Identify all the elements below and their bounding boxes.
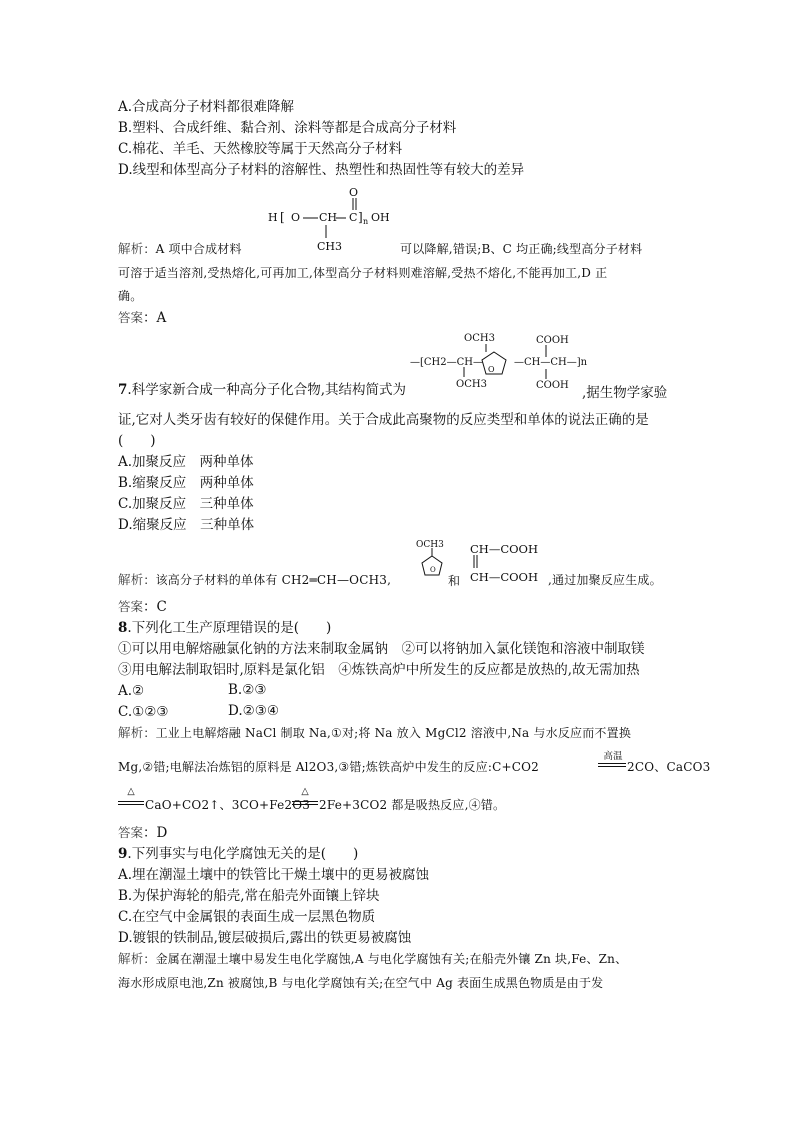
q6-option-c: C.棉花、羊毛、天然橡胶等属于天然高分子材料 [118,141,403,157]
q8-equals-line3b [292,804,318,805]
q8-stem: 8.下列化工生产原理错误的是( ) [118,620,332,636]
explanation-label: 解析 [118,241,144,256]
q9-explanation-line1: 解析：金属在潮湿土壤中易发生电化学腐蚀,A 与电化学腐蚀有关;在船壳外镶 Zn 块,Fe、Zn、 [118,951,628,966]
struct-methyl-bond [316,224,336,240]
q8-statement-line1: ①可以用电解熔融氯化钠的方法来制取金属钠 ②可以将钠加入氯化镁饱和溶液中制取镁 [118,641,645,657]
struct-ch: CH [319,211,338,224]
q8-condition-heat-2: △ [301,786,309,797]
q7-stem-line1-tail: ,据生物学家验 [582,385,668,401]
q7-monomer3-double-bond [470,554,482,570]
q8-equals-line2a [118,801,144,802]
q7-ring-o: O [488,365,495,374]
q8-option-b: B.②③ [228,682,267,698]
q6-explanation-line2: 可溶于适当溶剂,受热熔化,可再加工,体型高分子材料则难溶解,受热不熔化,不能再加工,D 正 [118,266,608,280]
q8-explanation-line1: 解析：工业上电解熔融 NaCl 制取 Na,①对;将 Na 放入 MgCl2 溶液中,Na 与水反应而不置换 [118,725,632,740]
q7-option-b: B.缩聚反应 两种单体 [118,475,254,491]
q7-answer: 答案：C [118,599,167,615]
struct-c: C [349,211,358,224]
q6-option-b: B.塑料、合成纤维、黏合剂、涂料等都是合成高分子材料 [118,120,457,136]
q7-struct-chain-left: —[CH2—CH— [410,357,484,368]
q9-option-a: A.埋在潮湿土壤中的铁管比干燥土壤中的更易被腐蚀 [118,867,430,883]
q7-explanation-and: 和 [448,574,461,588]
q8-option-c: C.①②③ [118,704,169,720]
explanation-label: 解析 [118,572,144,587]
explanation-label: 解析 [118,951,144,966]
q9-stem: 9.下列事实与电化学腐蚀无关的是( ) [118,846,359,862]
q7-monomer2-ring [418,548,448,582]
struct-oh: OH [371,211,390,224]
q9-explanation-line2: 海水形成原电池,Zn 被腐蚀,B 与电化学腐蚀有关;在空气中 Ag 表面生成黑色物质是由于发 [118,976,604,990]
q6-option-d: D.线型和体型高分子材料的溶解性、热塑性和热固性等有较大的差异 [118,162,525,178]
q8-condition-heat-1: △ [127,786,135,797]
q8-answer: 答案：D [118,825,168,841]
q7-stem-line2: 证,它对人类牙齿有较好的保健作用。关于合成此高聚物的反应类型和单体的说法正确的是 [118,412,649,428]
q8-equals-line1a [598,763,626,764]
q7-number: 7 [118,382,128,398]
q8-option-a: A.② [118,683,145,699]
q7-explanation: 解析：该高分子材料的单体有 CH2═CH—OCH3, [118,572,392,587]
q8-equals-line2b [118,804,144,805]
q7-explanation-tail: ,通过加聚反应生成。 [548,573,662,587]
q9-number: 9 [118,846,128,862]
q8-option-d: D.②③④ [228,703,279,719]
struct-n: n [363,217,369,226]
answer-label: 答案 [118,310,144,325]
q6-explanation-line3: 确。 [118,289,143,303]
struct-h: H [268,211,278,224]
struct-bracket-right: ] [358,210,363,224]
q7-monomer2-och3: OCH3 [416,540,444,550]
q8-explanation-line2: Mg,②错;电解法冶炼铝的原料是 Al2O3,③错;炼铁高炉中发生的反应:C+CO2 [118,760,539,774]
explanation-label: 解析 [118,725,144,740]
struct-carbonyl-o: O [349,186,359,199]
struct-o: O [291,211,301,224]
q8-equals-line1b [598,766,626,767]
q6-explanation-line1: 解析：A 项中合成材料 [118,241,242,256]
q9-option-c: C.在空气中金属银的表面生成一层黑色物质 [118,909,376,925]
q7-struct-cooh-top: COOH [536,335,569,346]
q7-option-a: A.加聚反应 两种单体 [118,454,254,470]
q6-answer: 答案：A [118,310,167,326]
q7-monomer2-ring-o: O [430,566,436,574]
q7-option-d: D.缩聚反应 三种单体 [118,517,255,533]
q6-option-a: A.合成高分子材料都很难降解 [118,99,295,115]
answer-label: 答案 [118,599,144,614]
q7-struct-och3-bottom: OCH3 [456,379,487,390]
q7-paren: ( ) [118,433,156,449]
q8-explanation-line3-tail: 2Fe+3CO2 都是吸热反应,④错。 [319,798,506,812]
struct-methyl: CH3 [317,240,343,253]
q8-statement-line2: ③用电解法制取铝时,原料是氯化铝 ④炼铁高炉中所发生的反应都是放热的,故无需加热 [118,662,640,678]
q9-option-b: B.为保护海轮的船壳,常在船壳外面镶上锌块 [118,888,380,904]
q7-option-c: C.加聚反应 三种单体 [118,496,254,512]
struct-bracket-left: [ [280,210,285,224]
answer-label: 答案 [118,825,144,840]
q9-option-d: D.镀银的铁制品,镀层破损后,露出的铁更易被腐蚀 [118,930,412,946]
q7-struct-cooh-bottom: COOH [536,380,569,391]
q6-explanation-line1-tail: 可以降解,错误;B、C 均正确;线型高分子材料 [400,242,643,256]
q8-explanation-line2-tail: 2CO、CaCO3 [627,760,711,774]
q7-struct-chain-right: —CH—CH—]n [514,357,588,368]
q7-stem-line1: 7.科学家新合成一种高分子化合物,其结构简式为 [118,382,406,398]
q8-equals-line3a [292,801,318,802]
q7-struct-och3-top: OCH3 [464,333,495,344]
q8-condition-high-temp: 高温 [603,751,623,762]
q8-number: 8 [118,620,128,636]
q7-monomer3-top: CH—COOH [470,542,539,556]
q8-explanation-line3: CaO+CO2↑、3CO+Fe2O3 [145,798,311,812]
q7-monomer3-bottom: CH—COOH [470,570,539,584]
